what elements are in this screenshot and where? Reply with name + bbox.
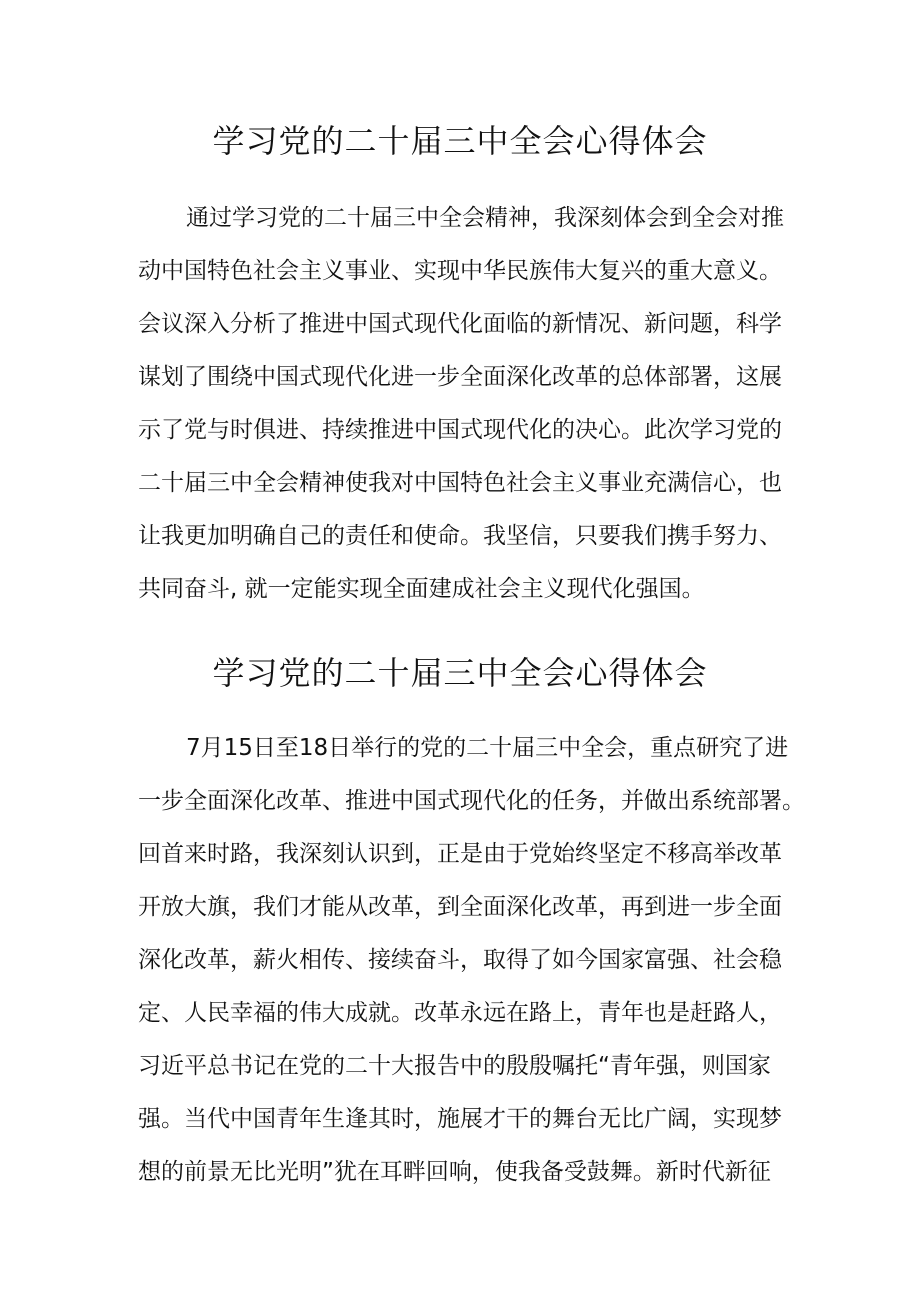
- paragraph-line: 一步全面深化改革、推进中国式现代化的任务，并做出系统部署。: [138, 788, 805, 814]
- section-paragraph: [138, 192, 798, 616]
- paragraph-line: 会议深入分析了推进中国式现代化面临的新情况、新问题，科学: [138, 311, 782, 337]
- paragraph-line: 谋划了围绕中国式现代化进一步全面深化改革的总体部署，这展: [138, 364, 782, 390]
- section-title: 学习党的二十届三中全会心得体会: [212, 122, 708, 161]
- paragraph-line: 二十届三中全会精神使我对中国特色社会主义事业充满信心，也: [138, 470, 782, 496]
- paragraph-line: 定、人民幸福的伟大成就。改革永远在路上，青年也是赶路人，: [138, 1000, 782, 1026]
- paragraph-line: 7月15日至18日举行的党的二十届三中全会，重点研究了进: [186, 735, 789, 761]
- section-title: 学习党的二十届三中全会心得体会: [212, 654, 708, 693]
- paragraph-line: 动中国特色社会主义事业、实现中华民族伟大复兴的重大意义。: [138, 258, 782, 284]
- section-paragraph: [138, 722, 805, 1199]
- paragraph-line: 开放大旗，我们才能从改革，到全面深化改革，再到进一步全面: [138, 894, 782, 920]
- paragraph-line: 深化改革，薪火相传、接续奋斗，取得了如今国家富强、社会稳: [138, 947, 782, 973]
- paragraph-line: 强。当代中国青年生逢其时，施展才干的舞台无比广阔，实现梦: [138, 1106, 782, 1132]
- paragraph-line: 示了党与时俱进、持续推进中国式现代化的决心。此次学习党的: [138, 417, 782, 443]
- paragraph-line: 通过学习党的二十届三中全会精神，我深刻体会到全会对推: [186, 205, 784, 231]
- paragraph-line: 习近平总书记在党的二十大报告中的殷殷嘱托“青年强，则国家: [138, 1053, 771, 1079]
- paragraph-line: 想的前景无比光明”犹在耳畔回响，使我备受鼓舞。新时代新征: [138, 1159, 771, 1185]
- paragraph-line: 回首来时路，我深刻认识到，正是由于党始终坚定不移高举改革: [138, 841, 782, 867]
- paragraph-line: 共同奋斗, 就一定能实现全面建成社会主义现代化强国。: [138, 576, 705, 602]
- paragraph-line: 让我更加明确自己的责任和使命。我坚信，只要我们携手努力、: [138, 523, 782, 549]
